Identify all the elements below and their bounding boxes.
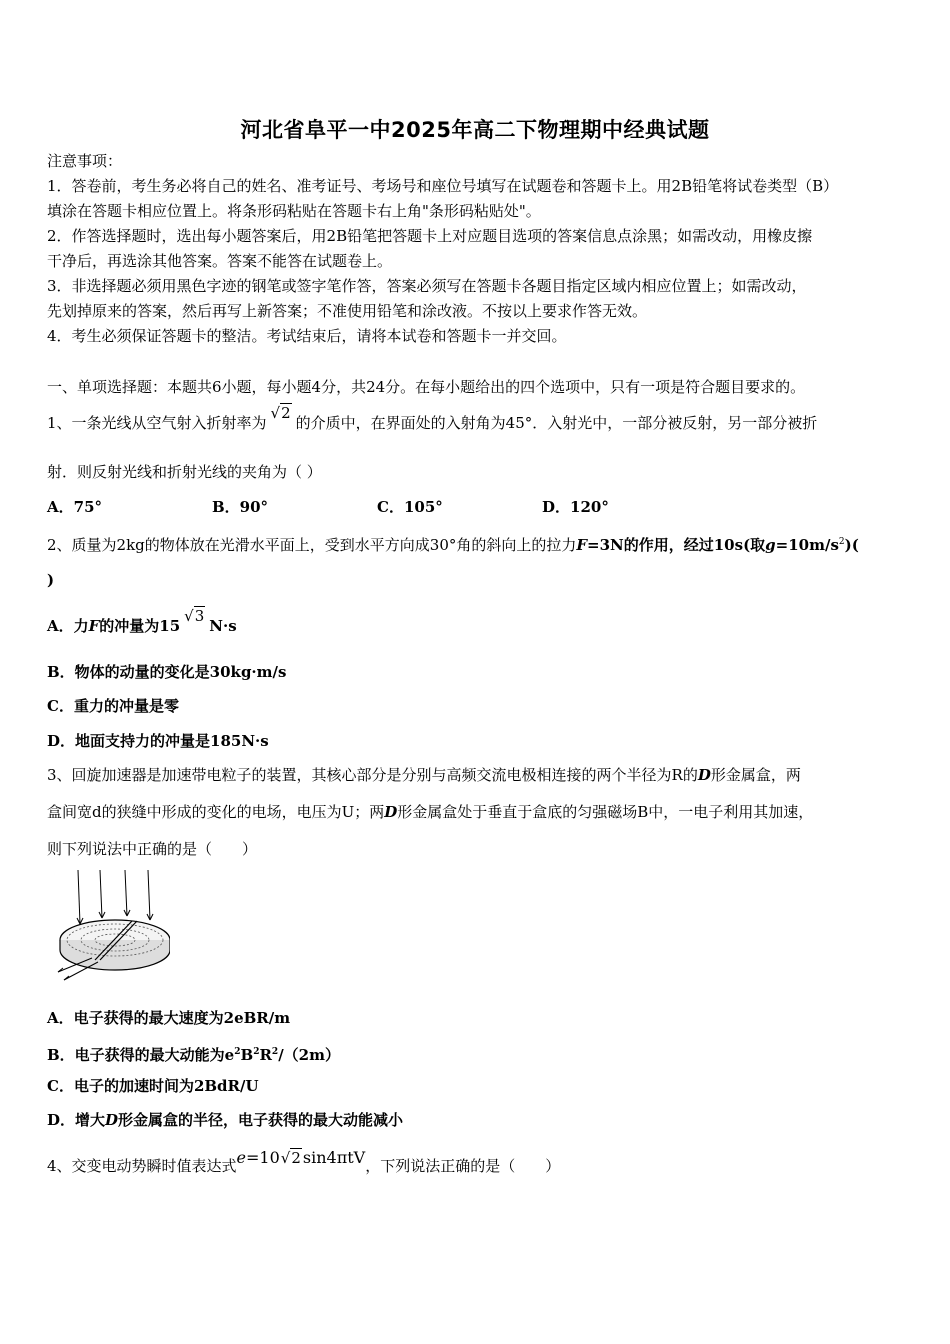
q2-text-c: =10m/s [775, 536, 839, 554]
q3-opt-d-a: D．增大 [47, 1111, 106, 1129]
q1-stem-line-2: 射．则反射光线和折射光线的夹角为（ ） [47, 463, 322, 481]
q4-formula [237, 1148, 366, 1167]
q3-l2-b: 形金属盒处于垂直于盒底的匀强磁场B中，一电子利用其加速， [397, 803, 814, 821]
q2-opt-a-text-b: 的冲量为15 [99, 617, 181, 635]
q3-opt-b-b: B [240, 1046, 254, 1064]
q3-l2-a: 盒间宽d的狭缝中形成的变化的电场，电压为U；两 [47, 803, 385, 821]
q3-option-a: A．电子获得的最大速度为2eBR/m [47, 1009, 291, 1027]
q3-option-c: C．电子的加速时间为2BdR/U [47, 1077, 259, 1095]
q3-d1: D [697, 766, 711, 784]
q2-sup: 2 [838, 537, 845, 547]
q2-option-a [47, 607, 237, 636]
notice-line-4: 干净后，再选涂其他答案。答案不能答在试题卷上。 [47, 252, 393, 270]
notice-line-2: 填涂在答题卡相应位置上。将条形码粘贴在答题卡右上角"条形码粘贴处"。 [47, 202, 541, 220]
q1-option-b: B．90° [212, 498, 269, 516]
cyclotron-figure [40, 868, 170, 990]
q3-l1-a: 3、回旋加速器是加速带电粒子的装置，其核心部分是分别与高频交流电极相连接的两个半径为R的 [47, 766, 698, 784]
q3-stem-line-3: 则下列说法中正确的是（ ） [47, 840, 258, 858]
q1-sqrt: √2 [270, 404, 291, 422]
q3-opt-b-sup1: 2 [234, 1047, 241, 1057]
q1-text-b: 的介质中，在界面处的入射角为45°．入射光中，一部分被反射，另一部分被折 [295, 414, 818, 432]
q3-d2: D [384, 803, 398, 821]
q3-opt-b-sup3: 2 [271, 1047, 279, 1057]
q3-stem-line-1 [47, 765, 801, 785]
q3-stem-line-2 [47, 802, 813, 822]
q3-opt-b-a: B．电子获得的最大动能为e [47, 1046, 235, 1064]
q3-opt-d-b: 形金属盒的半径，电子获得的最大动能减小 [118, 1111, 404, 1129]
q1-stem-line-1 [47, 404, 818, 433]
q1-option-c: C．105° [377, 498, 443, 516]
notice-heading: 注意事项： [47, 152, 123, 170]
notice-line-7: 4．考生必须保证答题卡的整洁。考试结束后，请将本试卷和答题卡一并交回。 [47, 327, 567, 345]
q3-opt-d-d: D [105, 1111, 119, 1129]
q3-option-b [47, 1042, 340, 1065]
notice-line-5: 3．非选择题必须用黑色字迹的钢笔或签字笔作答，答案必须写在答题卡各题目指定区域内相应位置上；如需改动， [47, 277, 807, 295]
q2-opt-a-f: F [88, 617, 100, 635]
q2-f-symbol: F [576, 536, 588, 554]
q2-text-a: 2、质量为2kg的物体放在光滑水平面上，受到水平方向成30°角的斜向上的拉力 [47, 536, 577, 554]
q2-text-d: )( [844, 536, 859, 554]
q2-opt-a-sqrt: √3 [184, 607, 205, 625]
q2-option-b: B．物体的动量的变化是30kg·m/s [47, 663, 287, 681]
q2-stem-line-1 [47, 532, 859, 555]
q2-option-d: D．地面支持力的冲量是185N·s [47, 732, 269, 750]
q4-text-a: 4、交变电动势瞬时值表达式 [47, 1157, 237, 1175]
q1-option-a: A．75° [47, 498, 103, 516]
q3-opt-b-d: /（2m） [278, 1046, 340, 1064]
q3-opt-b-sup2: 2 [253, 1047, 260, 1057]
q4-formula-eq: =10 [246, 1148, 280, 1167]
q2-text-b: =3N的作用，经过10s(取 [587, 536, 766, 554]
q4-stem [47, 1148, 561, 1176]
q2-opt-a-text-c: N·s [209, 617, 237, 635]
q4-formula-e: e [236, 1148, 247, 1167]
q1-text-a: 1、一条光线从空气射入折射率为 [47, 414, 267, 432]
q2-opt-a-text-a: A．力 [47, 617, 89, 635]
q2-option-c: C．重力的冲量是零 [47, 697, 179, 715]
q3-option-d [47, 1110, 403, 1130]
notice-line-6: 先划掉原来的答案，然后再写上新答案；不准使用铅笔和涂改液。不按以上要求作答无效。 [47, 302, 648, 320]
q3-l1-b: 形金属盒，两 [710, 766, 801, 784]
q4-text-b: ，下列说法正确的是（ ） [365, 1157, 561, 1175]
q4-formula-sqrt: √2 [280, 1149, 301, 1167]
page-title: 河北省阜平一中2025年高二下物理期中经典试题 [240, 118, 710, 142]
q1-option-d: D．120° [542, 498, 609, 516]
section-1-heading: 一、单项选择题：本题共6小题，每小题4分，共24分。在每小题给出的四个选项中，只有一项是符合题目要求的。 [47, 378, 806, 396]
q4-formula-rest: sin4πtV [302, 1148, 366, 1167]
q2-g-symbol: g [765, 536, 776, 554]
notice-line-3: 2．作答选择题时，选出每小题答案后，用2B铅笔把答题卡上对应题目选项的答案信息点涂黑；如需改动，用橡皮擦 [47, 227, 813, 245]
q3-opt-b-c: R [259, 1046, 272, 1064]
q2-stem-line-2: ) [47, 571, 55, 589]
notice-line-1: 1．答卷前，考生务必将自己的姓名、准考证号、考场号和座位号填写在试题卷和答题卡上。用2B铅笔将试卷类型（B） [47, 177, 839, 195]
